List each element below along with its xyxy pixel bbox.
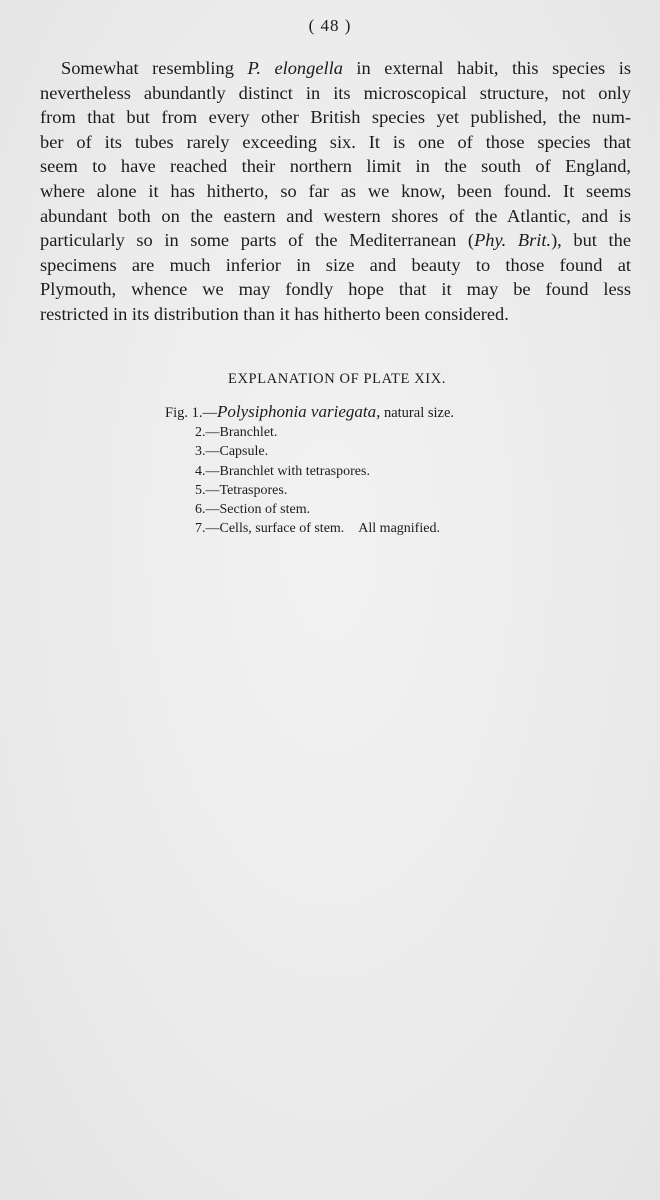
figure-item: 3.—Capsule. [195,444,269,460]
paragraph-line: from that but from every other British species yet published, the num- [40,107,631,128]
paragraph-line: seem to have reached their northern limit in the south of England, [40,156,631,177]
body-paragraph [40,56,631,327]
figure-list [165,402,454,538]
paragraph-line: Somewhat resembling P. elongella in external habit, this species is [61,58,631,78]
figure-item: Fig. 1.—Polysiphonia variegata, natural size. [165,402,455,421]
species-name: Polysiphonia variegata, [216,402,381,421]
paragraph-line: where alone it has hitherto, so far as we know, been found. It seems [40,180,631,201]
paragraph-line: specimens are much inferior in size and beauty to those found at [40,254,631,275]
paragraph-line: particularly so in some parts of the Mediterranean (Phy. Brit.), but the [40,230,631,251]
page-number: ( 48 ) [308,16,352,35]
figure-item: 6.—Section of stem. [195,502,311,518]
figure-item: 2.—Branchlet. [195,425,278,441]
figure-item: 7.—Cells, surface of stem. All magnified. [195,521,440,537]
paragraph-line: abundant both on the eastern and western shores of the Atlantic, and is [40,205,631,226]
plate-explanation [0,371,660,537]
paragraph-line: ber of its tubes rarely exceeding six. It is one of those species that [40,131,631,152]
paragraph-line: restricted in its distribution than it has hitherto been considered. [40,303,509,324]
figure-item: 4.—Branchlet with tetraspores. [195,463,370,479]
figure-item: 5.—Tetraspores. [195,482,288,498]
paragraph-line: nevertheless abundantly distinct in its microscopical structure, not only [40,82,631,103]
paragraph-line: Plymouth, whence we may fondly hope that it may be found less [40,279,631,300]
plate-heading: EXPLANATION OF PLATE XIX. [228,371,446,387]
